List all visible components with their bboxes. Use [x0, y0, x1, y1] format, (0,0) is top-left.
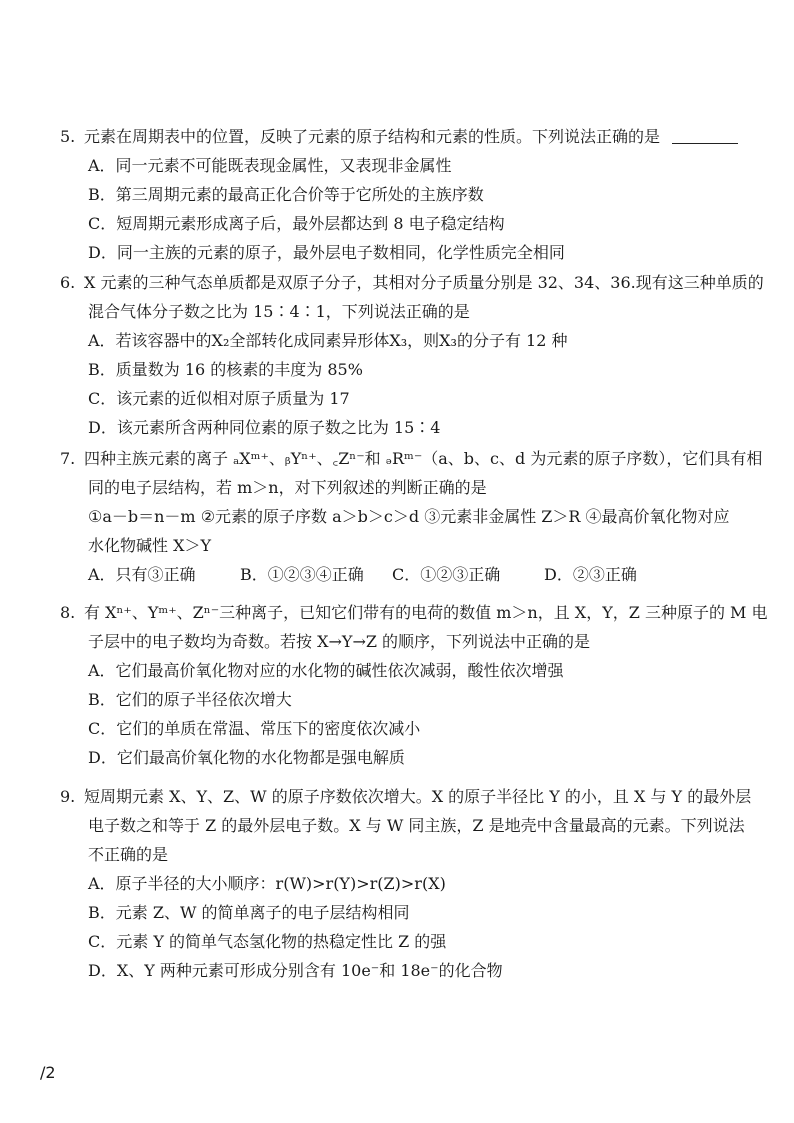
- stem-text: X 元素的三种气态单质都是双原子分子，其相对分子质量分别是 32、34、36.现有这三种单质的: [84, 273, 764, 292]
- question-8: [60, 598, 768, 772]
- stem-text: 混合气体分子数之比为 15∶4∶1，下列说法正确的是: [88, 302, 470, 321]
- question-7: [60, 444, 763, 589]
- stem-text: 子层中的电子数均为奇数。若按 X→Y→Z 的顺序，下列说法中正确的是: [88, 632, 591, 651]
- question-stem: [60, 598, 768, 627]
- question-9: [60, 782, 750, 985]
- question-stem: [60, 268, 764, 297]
- option-d: D．②③正确: [544, 565, 637, 584]
- option-c: C．它们的单质在常温、常压下的密度依次减小: [88, 719, 421, 738]
- stem-text: 同的电子层结构，若 m＞n，对下列叙述的判断正确的是: [88, 478, 487, 497]
- option-b: B．它们的原子半径依次增大: [88, 690, 292, 709]
- option-a: A．同一元素不可能既表现金属性，又表现非金属性: [88, 156, 452, 175]
- stem-text: 有 Xⁿ⁺、Yᵐ⁺、Zⁿ⁻三种离子，已知它们带有的电荷的数值 m＞n，且 X，Y，Z 三种原子的 M 电: [84, 603, 768, 622]
- option-b: B．①②③④正确: [240, 565, 364, 584]
- option-c: C．①②③正确: [392, 565, 501, 584]
- option-d: D．X、Y 两种元素可形成分别含有 10e⁻和 18e⁻的化合物: [88, 961, 503, 980]
- option-d: D．同一主族的元素的原子，最外层电子数相同，化学性质完全相同: [88, 243, 565, 262]
- stem-text: 元素在周期表中的位置，反映了元素的原子结构和元素的性质。下列说法正确的是: [84, 127, 661, 146]
- stem-text: 四种主族元素的离子 ₐXᵐ⁺、ᵦYⁿ⁺、꜀Zⁿ⁻和 ₔRᵐ⁻（a、b、c、d 为元素的原子序数），它们具有相: [84, 449, 763, 468]
- question-number: 9.: [60, 787, 76, 806]
- option-c: C．短周期元素形成离子后，最外层都达到 8 电子稳定结构: [88, 214, 505, 233]
- option-b: B．第三周期元素的最高正化合价等于它所处的主族序数: [88, 185, 484, 204]
- option-c: C．该元素的近似相对原子质量为 17: [88, 389, 350, 408]
- options-row: [60, 560, 750, 589]
- option-a: A．只有③正确: [88, 565, 196, 584]
- question-5: [60, 122, 750, 267]
- option-d: D．它们最高价氧化物的水化物都是强电解质: [88, 748, 405, 767]
- question-number: 6.: [60, 273, 76, 292]
- question-number: 7.: [60, 449, 76, 468]
- question-number: 5.: [60, 127, 76, 146]
- stem-text: 水化物碱性 X＞Y: [88, 536, 212, 555]
- question-stem: [60, 444, 763, 473]
- option-b: B．质量数为 16 的核素的丰度为 85%: [88, 360, 363, 379]
- stem-text: 短周期元素 X、Y、Z、W 的原子序数依次增大。X 的原子半径比 Y 的小，且 X 与 Y 的最外层: [84, 787, 752, 806]
- question-6: [60, 268, 764, 442]
- question-number: 8.: [60, 603, 76, 622]
- option-a: A．它们最高价氧化物对应的水化物的碱性依次减弱，酸性依次增强: [88, 661, 564, 680]
- option-d: D．该元素所含两种同位素的原子数之比为 15∶4: [88, 418, 441, 437]
- stem-text: 不正确的是: [88, 845, 169, 864]
- stem-text: 电子数之和等于 Z 的最外层电子数。X 与 W 同主族，Z 是地壳中含量最高的元素。下列说法: [88, 816, 745, 835]
- option-a: A．原子半径的大小顺序：r(W)>r(Y)>r(Z)>r(X): [88, 874, 446, 893]
- option-a: A．若该容器中的X₂全部转化成同素异形体X₃，则X₃的分子有 12 种: [88, 331, 568, 350]
- stem-text: ①a－b＝n－m ②元素的原子序数 a＞b＞c＞d ③元素非金属性 Z＞R ④最高价氧化物对应: [88, 507, 730, 526]
- question-stem: [60, 782, 750, 811]
- answer-blank: [672, 125, 738, 144]
- question-stem: [60, 122, 750, 151]
- page-number: /2: [40, 1063, 56, 1082]
- option-c: C．元素 Y 的简单气态氢化物的热稳定性比 Z 的强: [88, 932, 447, 951]
- option-b: B．元素 Z、W 的简单离子的电子层结构相同: [88, 903, 410, 922]
